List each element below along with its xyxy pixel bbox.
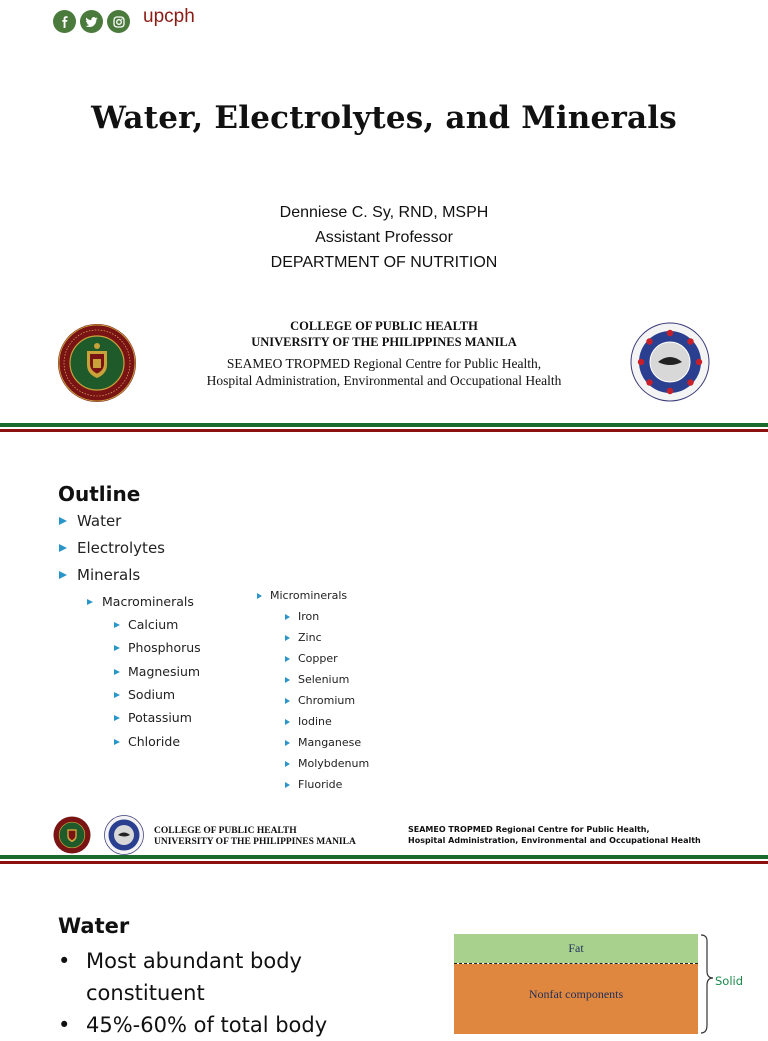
outline-slide — [0, 434, 768, 870]
footer-college: COLLEGE OF PUBLIC HEALTH UNIVERSITY OF THE PHILIPPINES MANILA — [154, 826, 356, 847]
university-name: UNIVERSITY OF THE PHILIPPINES MANILA — [251, 335, 517, 349]
body-composition-diagram — [454, 934, 744, 1034]
author-block — [0, 200, 768, 275]
water-slide — [0, 870, 768, 1037]
author-position: Assistant Professor — [315, 229, 453, 246]
bullet-arrow-icon — [114, 645, 120, 651]
water-bullets — [58, 945, 358, 1041]
brand-name[interactable]: upcph — [143, 6, 195, 27]
divider-stripe — [0, 423, 768, 432]
instagram-icon[interactable] — [107, 10, 130, 33]
solid-label: Solid — [715, 974, 744, 988]
slide-title: Water, Electrolytes, and Minerals — [91, 100, 677, 136]
outline-microminerals: Microminerals — [257, 589, 347, 602]
bullet-arrow-icon — [114, 692, 120, 698]
list-item: Manganese — [285, 736, 361, 749]
bullet-arrow-icon — [285, 698, 290, 704]
list-item: Sodium — [114, 687, 175, 702]
outline-item-minerals: Minerals — [59, 566, 140, 584]
slide-footer — [0, 814, 768, 859]
college-affiliation — [190, 318, 578, 389]
list-item: • Most abundant body constituent — [58, 945, 358, 1009]
bullet-arrow-icon — [114, 739, 120, 745]
footer-seameo: SEAMEO TROPMED Regional Centre for Public Health, Hospital Administration, Environmental and Occupational Health — [408, 825, 701, 845]
list-item: Phosphorus — [114, 640, 201, 655]
bullet-arrow-icon — [285, 782, 290, 788]
list-item: Molybdenum — [285, 757, 369, 770]
water-heading: Water — [58, 914, 130, 938]
seameo-tropmed-seal-logo — [630, 322, 710, 402]
list-item: Iodine — [285, 715, 332, 728]
bullet-arrow-icon — [285, 614, 290, 620]
author-name: Denniese C. Sy, RND, MSPH — [279, 204, 489, 221]
list-item: Chloride — [114, 734, 180, 749]
bullet-arrow-icon — [59, 544, 67, 552]
bullet-arrow-icon — [114, 715, 120, 721]
bullet-arrow-icon — [285, 761, 290, 767]
seameo-tropmed-seal-logo — [104, 815, 144, 855]
list-item: Iron — [285, 610, 319, 623]
outline-item-water: Water — [59, 512, 121, 530]
list-item: Magnesium — [114, 664, 200, 679]
author-department: DEPARTMENT OF NUTRITION — [270, 254, 498, 271]
bullet-dot-icon: • — [58, 1013, 71, 1037]
twitter-icon[interactable] — [80, 10, 103, 33]
outline-item-electrolytes: Electrolytes — [59, 539, 165, 557]
bullet-arrow-icon — [114, 622, 120, 628]
fat-segment: Fat — [454, 934, 698, 963]
list-item: Chromium — [285, 694, 355, 707]
title-slide — [0, 42, 768, 434]
bullet-dot-icon: • — [58, 949, 71, 973]
list-item: Fluoride — [285, 778, 342, 791]
bullet-arrow-icon — [59, 517, 67, 525]
top-bar — [0, 0, 768, 42]
outline-heading: Outline — [58, 482, 141, 506]
list-item: Zinc — [285, 631, 322, 644]
facebook-icon[interactable] — [53, 10, 76, 33]
bullet-arrow-icon — [285, 719, 290, 725]
list-item: Potassium — [114, 710, 192, 725]
list-item: Copper — [285, 652, 338, 665]
seameo-line-2: Hospital Administration, Environmental and Occupational Health — [206, 372, 562, 388]
college-name: COLLEGE OF PUBLIC HEALTH — [290, 319, 478, 333]
divider-stripe — [0, 855, 768, 864]
outline-macrominerals: Macrominerals — [87, 594, 194, 609]
up-seal-logo — [57, 323, 137, 403]
brace-icon — [700, 934, 714, 1034]
up-seal-logo — [53, 816, 91, 854]
list-item: Selenium — [285, 673, 349, 686]
social-links — [53, 10, 130, 33]
bullet-arrow-icon — [257, 593, 262, 599]
bullet-arrow-icon — [59, 571, 67, 579]
seameo-line-1: SEAMEO TROPMED Regional Centre for Public Health, — [226, 356, 542, 371]
bullet-arrow-icon — [285, 740, 290, 746]
bullet-arrow-icon — [87, 599, 93, 605]
nonfat-segment: Nonfat components — [454, 964, 698, 1034]
bullet-arrow-icon — [285, 635, 290, 641]
bullet-arrow-icon — [285, 677, 290, 683]
bullet-arrow-icon — [285, 656, 290, 662]
list-item: • 45%-60% of total body — [58, 1009, 358, 1041]
list-item: Calcium — [114, 617, 178, 632]
bullet-arrow-icon — [114, 669, 120, 675]
